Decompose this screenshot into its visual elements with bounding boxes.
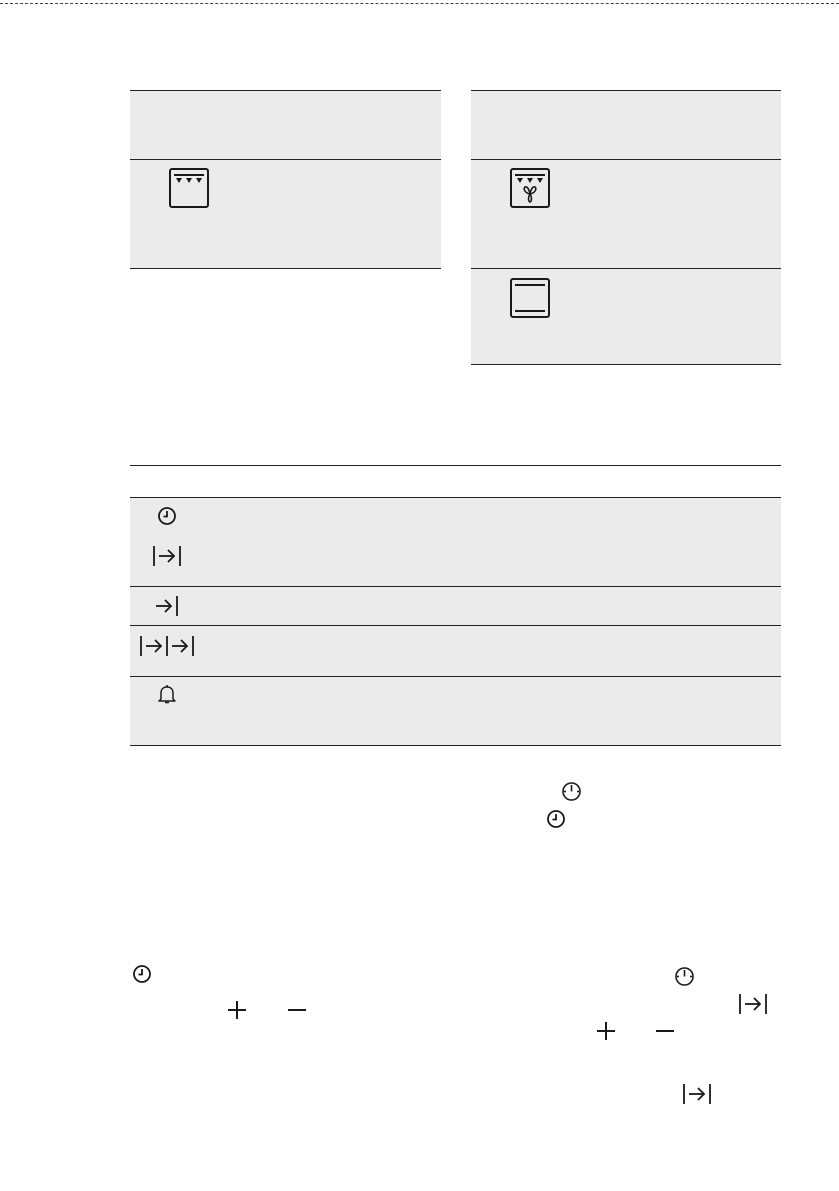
clock-icon — [157, 506, 177, 526]
timer-button-icon — [674, 966, 695, 987]
right-table-row-1 — [471, 159, 781, 269]
oven-top-bottom-heat-icon — [510, 278, 550, 318]
clock-table-header-rule — [130, 497, 781, 498]
time-delay-row — [130, 626, 781, 676]
minus-icon — [654, 1020, 676, 1042]
right-table-header — [471, 90, 781, 160]
left-table-header — [130, 90, 441, 160]
plus-icon — [226, 999, 248, 1021]
clock-row — [130, 497, 781, 536]
clock-table-bottom-rule — [130, 745, 781, 746]
minute-minder-row — [130, 677, 781, 745]
time-delay-icon — [139, 635, 195, 657]
left-table-bottom-rule — [130, 268, 441, 269]
bell-icon — [158, 684, 176, 704]
right-table-row-2 — [471, 268, 781, 365]
clock-table-top-rule — [130, 465, 781, 466]
duration-icon — [152, 545, 182, 567]
oven-top-heat-grill-icon — [169, 168, 209, 208]
timer-button-icon — [561, 781, 582, 802]
duration-row — [130, 536, 781, 587]
plus-icon — [595, 1020, 617, 1042]
oven-fan-grill-icon — [510, 168, 550, 208]
clock-icon — [546, 809, 566, 829]
page-top-border — [0, 3, 839, 4]
duration-icon — [682, 1083, 712, 1105]
clock-icon — [132, 964, 152, 984]
duration-icon — [738, 993, 768, 1015]
end-time-icon — [155, 595, 179, 617]
right-table-bottom-rule — [471, 364, 781, 365]
minus-icon — [286, 999, 308, 1021]
left-table-row — [130, 159, 441, 269]
end-time-row — [130, 587, 781, 625]
